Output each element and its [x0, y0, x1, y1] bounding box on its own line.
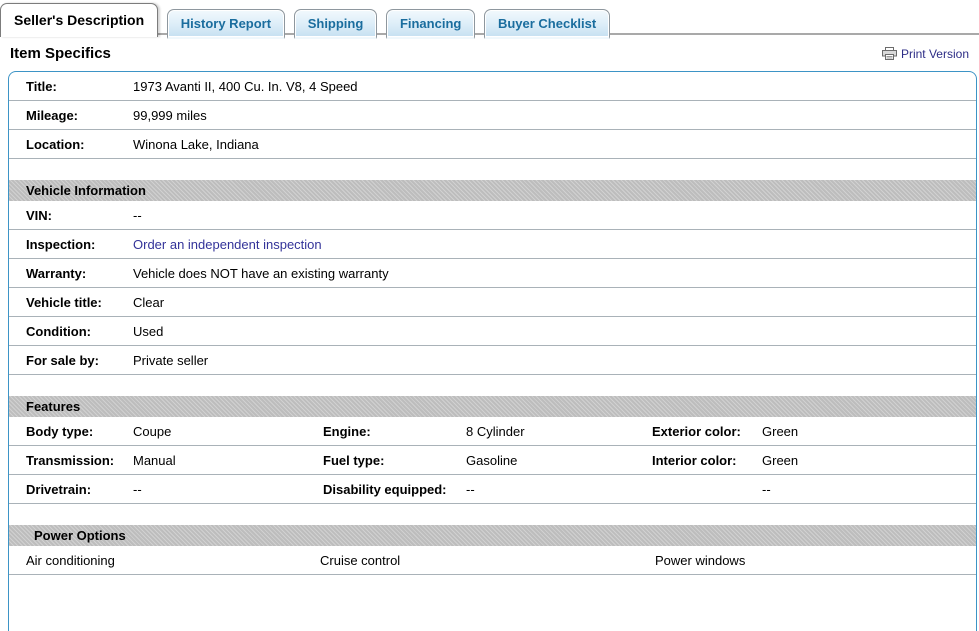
table-row-warranty	[9, 259, 976, 288]
table-row-vehicle-title	[9, 288, 976, 317]
printer-icon	[882, 47, 897, 60]
feature-value: Coupe	[133, 424, 172, 439]
table-row-title	[9, 72, 976, 101]
feature-label: Transmission:	[26, 453, 115, 468]
heading-row	[0, 35, 979, 71]
row-label: Location:	[26, 137, 85, 152]
row-label: Warranty:	[26, 266, 87, 281]
feature-label: Body type:	[26, 424, 94, 439]
power-option-item: Power windows	[655, 553, 746, 568]
feature-value: Gasoline	[466, 453, 518, 468]
row-label: VIN:	[26, 208, 52, 223]
row-label: Mileage:	[26, 108, 79, 123]
feature-value: Manual	[133, 453, 176, 468]
row-label: Title:	[26, 79, 57, 94]
feature-label: Engine:	[323, 424, 371, 439]
power-option-item: Air conditioning	[26, 553, 115, 568]
tab-sellers-description[interactable]: Seller's Description	[0, 3, 158, 37]
tab-shipping[interactable]: Shipping	[294, 9, 378, 39]
tab-buyer-checklist[interactable]: Buyer Checklist	[484, 9, 610, 39]
section-header-vehicle-information: Vehicle Information	[9, 180, 976, 201]
table-row-location	[9, 130, 976, 159]
power-options-row	[9, 546, 976, 575]
feature-value: --	[762, 482, 771, 497]
table-row-inspection	[9, 230, 976, 259]
row-value: Used	[133, 324, 164, 339]
row-value: Vehicle does NOT have an existing warranty	[133, 266, 389, 281]
features-row-3	[9, 475, 976, 504]
row-value: Private seller	[133, 353, 209, 368]
row-value: 1973 Avanti II, 400 Cu. In. V8, 4 Speed	[133, 79, 358, 94]
row-label: Vehicle title:	[26, 295, 102, 310]
feature-value: 8 Cylinder	[466, 424, 525, 439]
feature-label: Interior color:	[652, 453, 737, 468]
table-row-condition	[9, 317, 976, 346]
section-header-features: Features	[9, 396, 976, 417]
row-value: Clear	[133, 295, 165, 310]
feature-label: Drivetrain:	[26, 482, 92, 497]
feature-label: Fuel type:	[323, 453, 385, 468]
tab-financing[interactable]: Financing	[386, 9, 475, 39]
page-title: Item Specifics	[10, 45, 111, 62]
feature-value: --	[133, 482, 142, 497]
row-value: --	[133, 208, 142, 223]
features-row-1	[9, 417, 976, 446]
row-value: Winona Lake, Indiana	[133, 137, 259, 152]
table-row-for-sale-by	[9, 346, 976, 375]
row-value: 99,999 miles	[133, 108, 207, 123]
order-inspection-link[interactable]: Order an independent inspection	[133, 237, 322, 252]
row-label: For sale by:	[26, 353, 99, 368]
print-version-link[interactable]	[882, 47, 969, 61]
row-label: Inspection:	[26, 237, 96, 252]
section-header-power-options: Power Options	[9, 525, 976, 546]
power-option-item: Cruise control	[320, 553, 401, 568]
table-row-vin	[9, 201, 976, 230]
feature-value: Green	[762, 424, 799, 439]
feature-label: Disability equipped:	[323, 482, 447, 497]
features-row-2	[9, 446, 976, 475]
print-version-label: Print Version	[900, 46, 969, 61]
item-specifics-box	[8, 71, 977, 631]
feature-value: Green	[762, 453, 799, 468]
tab-bar	[0, 0, 979, 35]
feature-label: Exterior color:	[652, 424, 741, 439]
feature-label	[652, 482, 762, 497]
feature-value: --	[466, 482, 475, 497]
table-row-mileage	[9, 101, 976, 130]
tab-history-report[interactable]: History Report	[167, 9, 285, 39]
row-label: Condition:	[26, 324, 91, 339]
